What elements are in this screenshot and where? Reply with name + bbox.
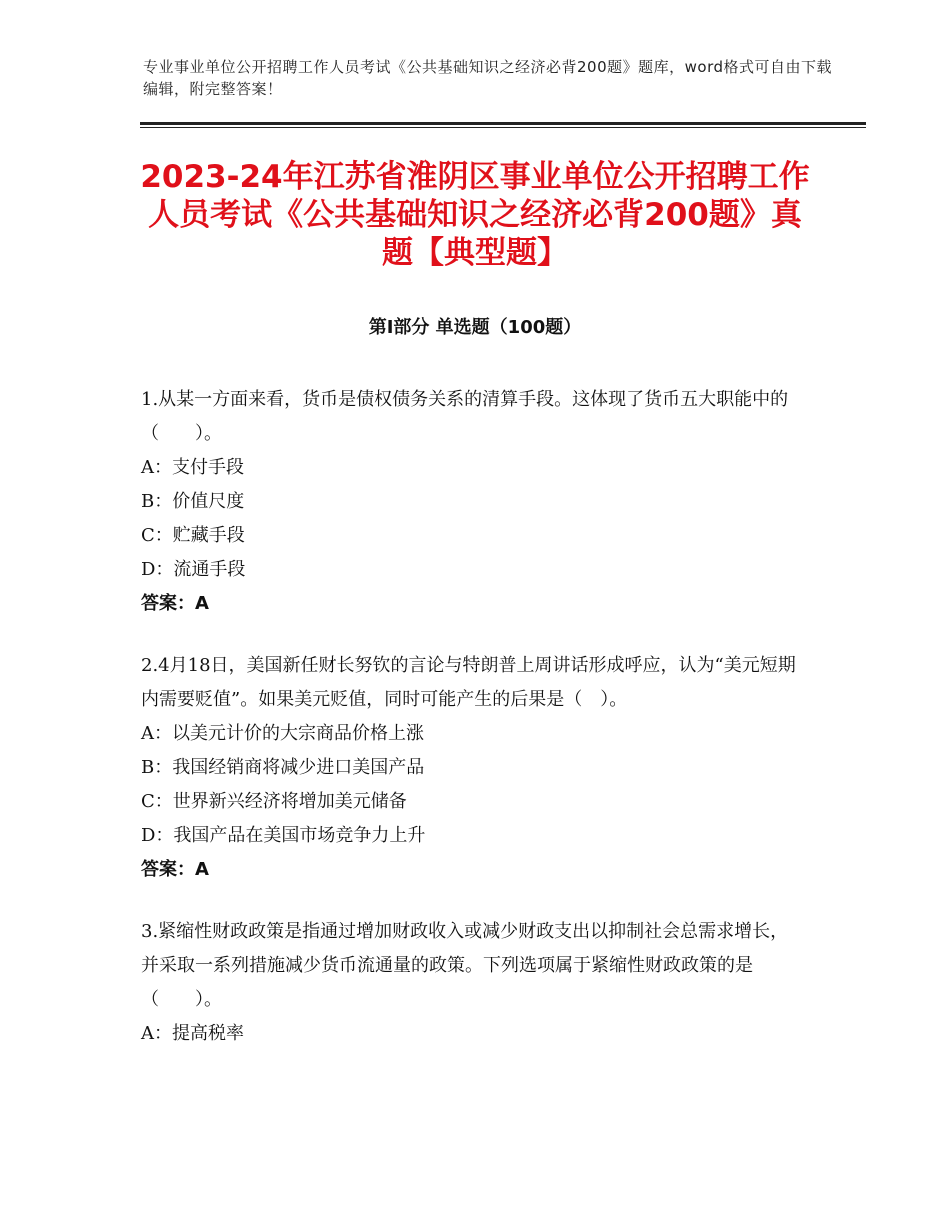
- header-rule-thick: [140, 122, 866, 125]
- answer-line: 答案：A: [141, 593, 209, 614]
- option-b: B：价值尺度: [141, 491, 245, 512]
- question-list: [141, 383, 806, 1079]
- header-note: 专业事业单位公开招聘工作人员考试《公共基础知识之经济必背200题》题库，word格式可自由下载编辑，附完整答案！: [143, 58, 833, 98]
- header-rule-thin: [140, 127, 866, 128]
- option-a: A：提高税率: [141, 1023, 244, 1044]
- option-c: C：贮藏手段: [141, 525, 245, 546]
- section-heading: 第Ⅰ部分 单选题（100题）: [368, 317, 582, 338]
- question-stem: 3.紧缩性财政政策是指通过增加财政收入或减少财政支出以抑制社会总需求增长，并采取一系列措施减少货币流通量的政策。下列选项属于紧缩性财政政策的是（ ）。: [141, 921, 789, 1010]
- option-a: A：以美元计价的大宗商品价格上涨: [141, 723, 424, 744]
- option-a: A：支付手段: [141, 457, 244, 478]
- question-1: [141, 383, 806, 621]
- answer-line: 答案：A: [141, 859, 209, 880]
- question-2: [141, 649, 806, 887]
- question-3: [141, 915, 806, 1051]
- question-stem: 2.4月18日，美国新任财长努钦的言论与特朗普上周讲话形成呼应，认为“美元短期内需要贬值”。如果美元贬值，同时可能产生的后果是（ ）。: [141, 655, 796, 710]
- option-d: D：流通手段: [141, 559, 246, 580]
- document-title: 2023-24年江苏省淮阴区事业单位公开招聘工作人员考试《公共基础知识之经济必背200题》真题【典型题】: [140, 159, 810, 271]
- option-b: B：我国经销商将减少进口美国产品: [141, 757, 425, 778]
- question-stem: 1.从某一方面来看，货币是债权债务关系的清算手段。这体现了货币五大职能中的（ ）。: [141, 389, 789, 444]
- option-d: D：我国产品在美国市场竞争力上升: [141, 825, 426, 846]
- option-c: C：世界新兴经济将增加美元储备: [141, 791, 407, 812]
